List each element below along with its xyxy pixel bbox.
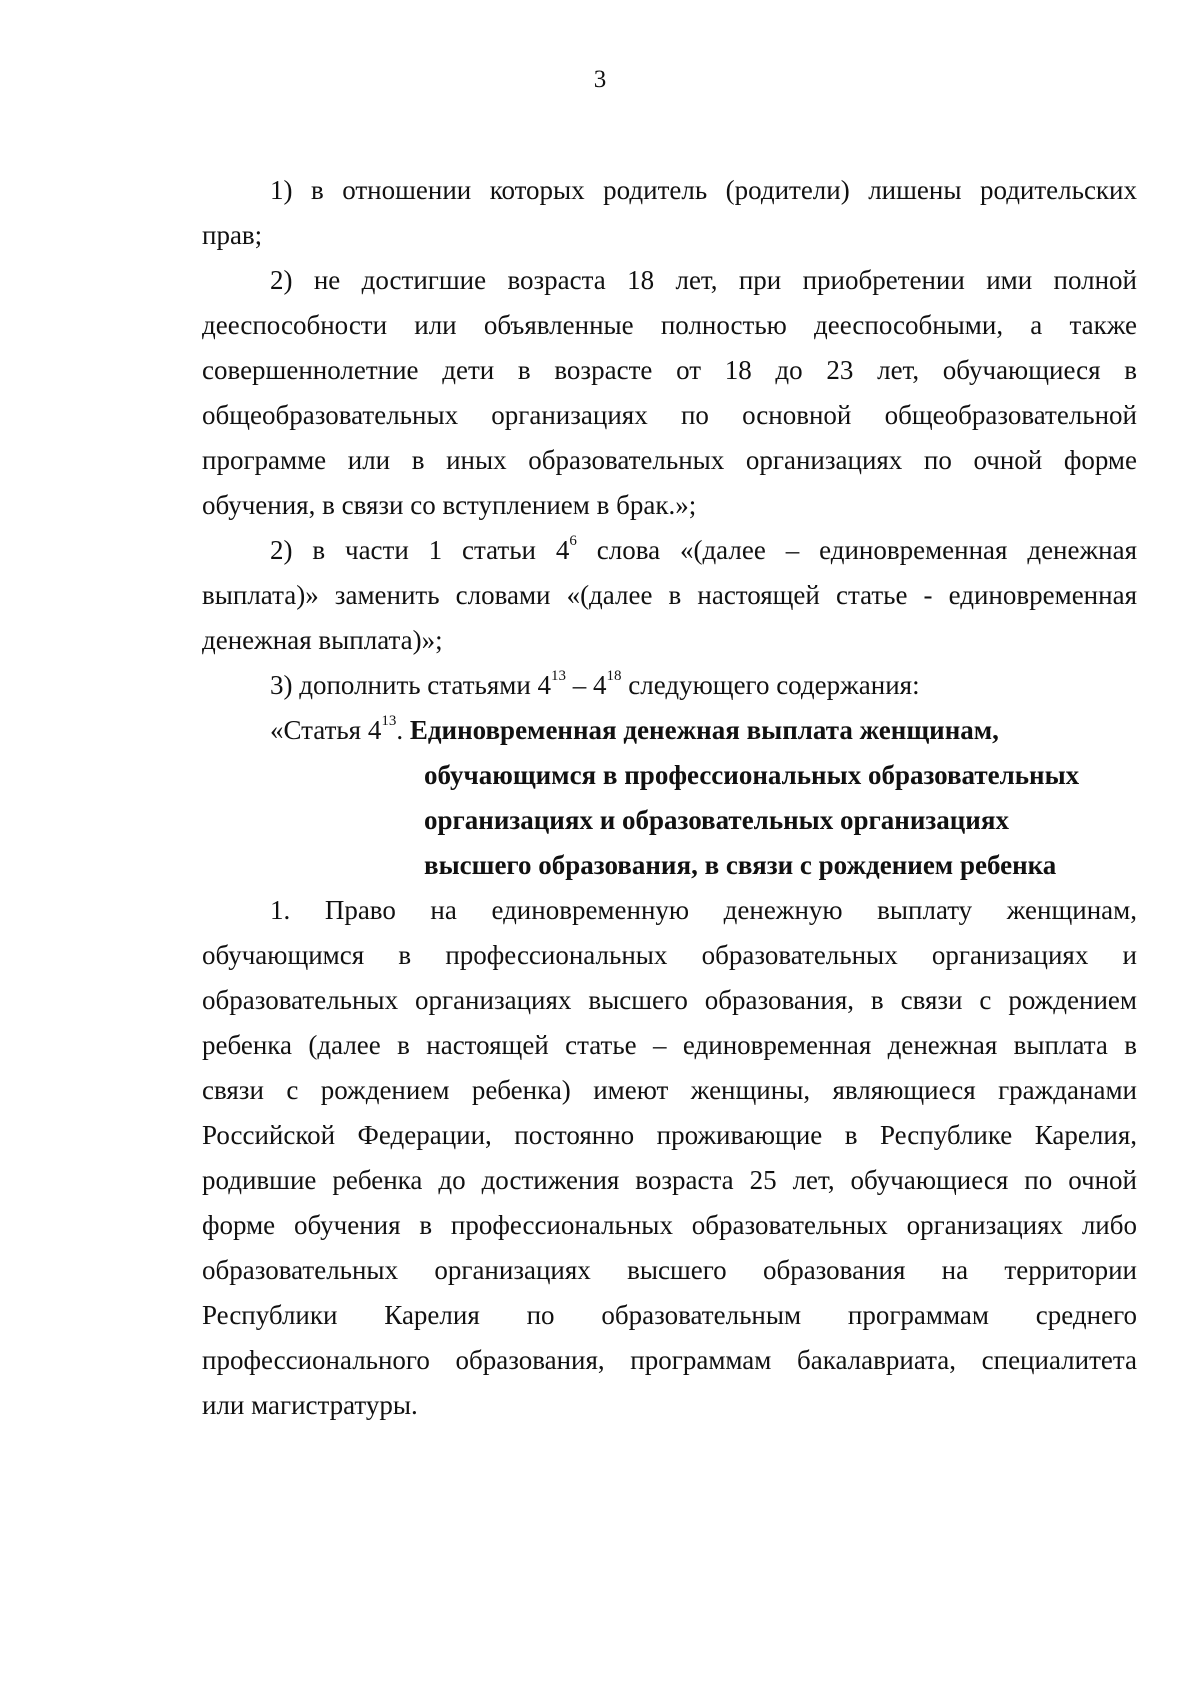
- text-line: ребенка (далее в настоящей статье – единовременная денежная выплата в: [202, 1030, 1137, 1060]
- text-line: профессионального образования, программам бакалавриата, специалитета: [202, 1345, 1137, 1375]
- text-line: [270, 533, 1137, 565]
- article-prefix: «Статья 4: [270, 715, 382, 745]
- text-line: форме обучения в профессиональных образовательных организациях либо: [202, 1210, 1137, 1240]
- text-line: выплата)» заменить словами «(далее в настоящей статье - единовременная: [202, 580, 1137, 610]
- text-line: прав;: [202, 220, 263, 250]
- text-segment: слова «(далее – единовременная денежная: [576, 535, 1137, 565]
- article-heading: [270, 713, 1150, 745]
- article-dot: .: [396, 715, 410, 745]
- text-line: 1. Право на единовременную денежную выплату женщинам,: [270, 895, 1137, 925]
- text-segment: 3) дополнить статьями 4: [270, 670, 552, 700]
- superscript: 13: [551, 668, 567, 684]
- text-segment: следующего содержания:: [621, 670, 920, 700]
- text-line: образовательных организациях высшего образования, в связи с рождением: [202, 985, 1137, 1015]
- page-number: 3: [593, 66, 607, 93]
- text-line: общеобразовательных организациях по основной общеобразовательной: [202, 400, 1137, 430]
- superscript: 6: [569, 533, 577, 549]
- article-title-line: обучающимся в профессиональных образовательных: [424, 760, 1080, 790]
- text-line: программе или в иных образовательных организациях по очной форме: [202, 445, 1137, 475]
- text-line: или магистратуры.: [202, 1390, 418, 1420]
- text-line: денежная выплата)»;: [202, 625, 443, 655]
- text-line: связи с рождением ребенка) имеют женщины, являющиеся гражданами: [202, 1075, 1137, 1105]
- text-segment: 2) в части 1 статьи 4: [270, 535, 570, 565]
- text-line: Республики Карелия по образовательным программам среднего: [202, 1300, 1137, 1330]
- text-line: дееспособности или объявленные полностью дееспособными, а также: [202, 310, 1137, 340]
- text-line: образовательных организациях высшего образования на территории: [202, 1255, 1137, 1285]
- text-line: 2) не достигшие возраста 18 лет, при приобретении ими полной: [270, 265, 1137, 295]
- text-line: обучения, в связи со вступлением в брак.»;: [202, 490, 697, 520]
- text-line: родившие ребенка до достижения возраста 25 лет, обучающиеся по очной: [202, 1165, 1137, 1195]
- article-title-line: организациях и образовательных организациях: [424, 805, 1009, 835]
- text-line: 1) в отношении которых родитель (родители) лишены родительских: [270, 175, 1137, 205]
- text-line: обучающимся в профессиональных образовательных организациях и: [202, 940, 1137, 970]
- text-line: [270, 668, 1137, 700]
- superscript: 13: [381, 713, 397, 729]
- text-line: совершеннолетние дети в возрасте от 18 до 23 лет, обучающиеся в: [202, 355, 1137, 385]
- superscript: 18: [606, 668, 622, 684]
- text-line: Российской Федерации, постоянно проживающие в Республике Карелия,: [202, 1120, 1137, 1150]
- text-segment: – 4: [566, 670, 607, 700]
- article-title-line: высшего образования, в связи с рождением ребенка: [424, 850, 1057, 880]
- article-title-line: Единовременная денежная выплата женщинам,: [409, 715, 999, 745]
